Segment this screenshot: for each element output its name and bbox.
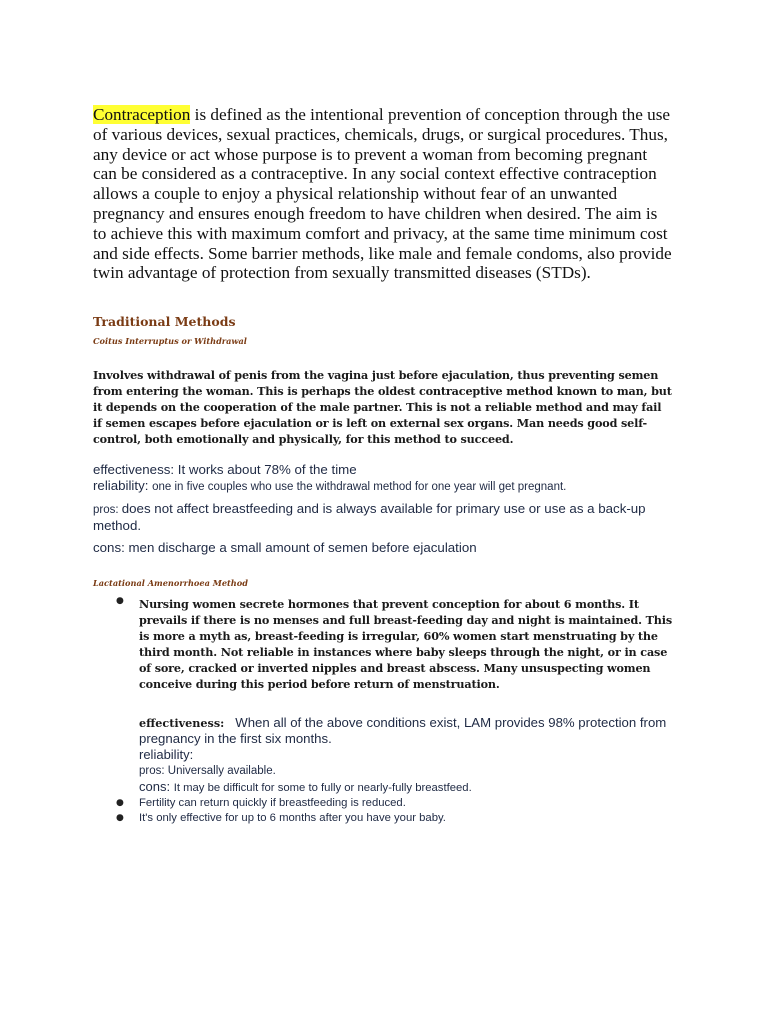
effectiveness-value: When all of the above conditions exist, LAM provides 98% protection from pregnancy in the first six months. — [139, 715, 667, 747]
bullet-icon: ● — [116, 798, 124, 809]
lam-list — [93, 596, 673, 692]
lam-heading: Lactational Amenorrhoea Method — [93, 578, 248, 589]
highlighted-term: Contraception — [93, 105, 191, 124]
withdrawal-pros — [93, 501, 673, 534]
reliability-value: one in five couples who use the withdrawal method for one year will get pregnant. — [152, 481, 567, 494]
list-item — [93, 796, 673, 811]
withdrawal-effectiveness — [93, 462, 673, 478]
lam-effectiveness — [139, 715, 673, 747]
pros-value: does not affect breastfeeding and is always available for primary use or use as a back-up method. — [93, 501, 646, 534]
extra-point-text: It's only effective for up to 6 months after you have your baby. — [139, 812, 446, 825]
bullet-icon: ● — [116, 596, 124, 607]
lam-reliability: reliability: — [139, 747, 194, 763]
extra-point-text: Fertility can return quickly if breastfeeding is reduced. — [139, 797, 406, 810]
effectiveness-label: effectiveness: — [139, 716, 225, 731]
traditional-methods-heading: Traditional Methods — [93, 314, 236, 330]
withdrawal-description: Involves withdrawal of penis from the vagina just before ejaculation, thus preventing semen from entering the woman. This is perhaps the oldest contraceptive method known to man, but it depends on the cooperation of the male partner. This is not a reliable method and may fail if semen escapes before ejaculation or is left on external sex organs. Man needs good self-control, both emotionally and physically, for this method to succeed. — [93, 368, 672, 447]
list-item — [93, 811, 673, 826]
lam-pros — [139, 763, 673, 779]
withdrawal-heading: Coitus Interruptus or Withdrawal — [93, 336, 247, 347]
bullet-icon: ● — [116, 813, 124, 824]
effectiveness-label: effectiveness: — [93, 462, 178, 478]
pros-label: pros: — [93, 504, 122, 517]
cons-label: cons: — [139, 779, 174, 795]
cons-label: cons: — [93, 540, 129, 556]
document-page — [93, 105, 673, 826]
pros-label: pros: — [139, 765, 168, 778]
withdrawal-cons — [93, 540, 673, 556]
reliability-label: reliability: — [93, 478, 153, 494]
pros-value: Universally available. — [167, 765, 276, 778]
intro-paragraph — [93, 105, 673, 283]
list-item — [93, 596, 673, 692]
cons-value: It may be difficult for some to fully or nearly-fully breastfeed. — [173, 782, 472, 795]
withdrawal-reliability — [93, 478, 673, 495]
lam-cons — [139, 779, 673, 796]
lam-extra-list — [93, 796, 673, 826]
lam-details — [93, 715, 673, 796]
lam-description: Nursing women secrete hormones that prevent conception for about 6 months. It prevails if there is no menses and full breast-feeding day and night is maintained. This is more a myth as, breast-feeding is irregular, 60% women start menstruating by the third month. Not reliable in instances where baby sleeps through the night, or in case of sore, cracked or inverted nipples and breast abscess. Many unsuspecting women conceive during this period before return of menstruation. — [139, 597, 673, 692]
cons-value: men discharge a small amount of semen before ejaculation — [128, 540, 477, 556]
effectiveness-value: It works about 78% of the time — [177, 462, 357, 478]
withdrawal-details — [93, 462, 673, 556]
intro-text: is defined as the intentional prevention of conception through the use of various devices, sexual practices, chemicals, drugs, or surgical procedures. Thus, any device or act whose purpose is to prevent a woman from becoming pregnant can be considered as a contraceptive. In any social context effective contraception allows a couple to enjoy a physical relationship without fear of an unwanted pregnancy and ensures enough freedom to have children when desired. The aim is to achieve this with maximum comfort and privacy, at the same time minimum cost and side effects. Some barrier methods, like male and female condoms, also provide twin advantage of protection from sexually transmitted diseases (STDs). — [93, 105, 672, 283]
